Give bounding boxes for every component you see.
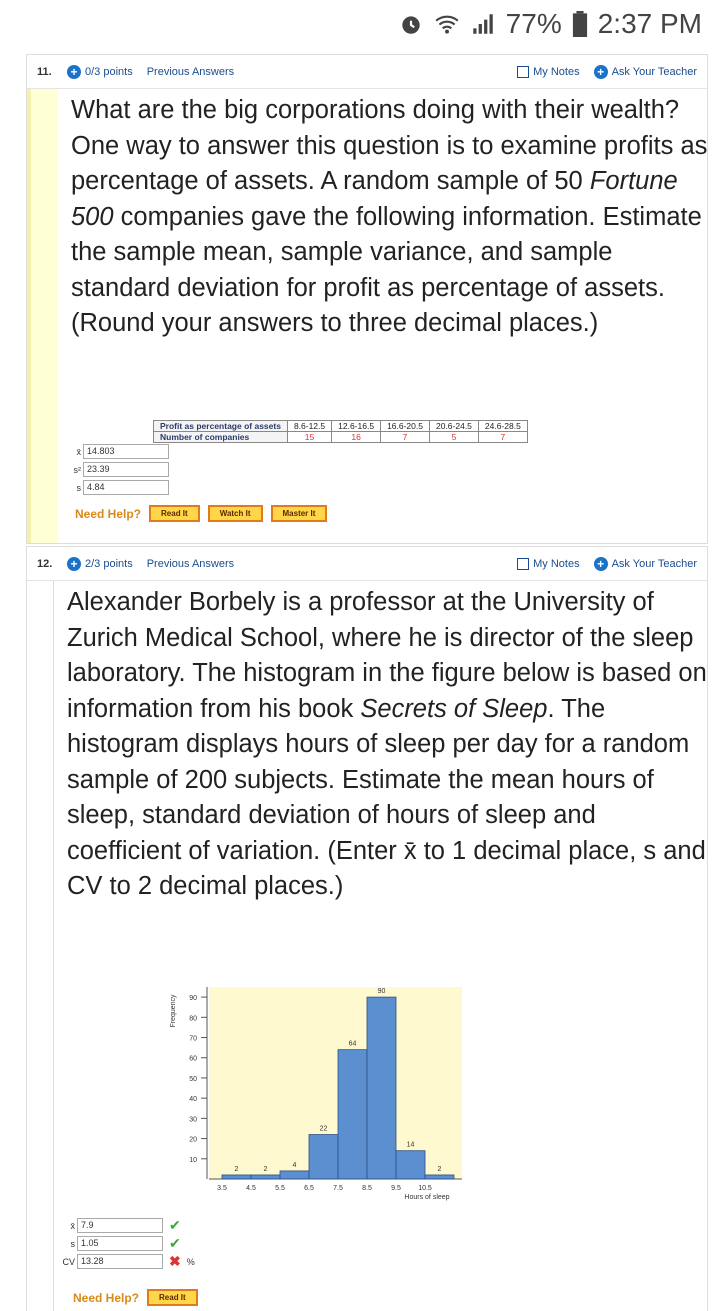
x-tick-label: 7.5 (333, 1185, 343, 1192)
mean-input[interactable]: 7.9 (77, 1218, 163, 1233)
histogram-bar (280, 1171, 309, 1179)
table-row-label: Profit as percentage of assets (154, 421, 288, 432)
question-number: 12. (37, 557, 53, 570)
table-cell: 5 (429, 432, 478, 443)
signal-icon (470, 11, 496, 37)
question-body (27, 581, 707, 1311)
table-cell: 8.6-12.5 (287, 421, 331, 432)
cv-field: CV 13.28 ✖ % (62, 1253, 195, 1269)
y-tick-label: 90 (189, 995, 197, 1003)
question-text: Alexander Borbely is a professor at the University of Zurich Medical School, where he is director of the sleep laboratory. The histogram in the figure below is based on information from his book Secrets of Sleep. The histogram displays hours of sleep per day for a random sample of 200 subjects. Estimate the mean hours of sleep, standard deviation of hours of sleep and coefficient of variation. (Enter x̄ to 1 decimal place, s and CV to 2 decimal places.) (67, 588, 707, 900)
my-notes-label: My Notes (533, 65, 580, 78)
bar-value-label: 2 (263, 1165, 268, 1173)
y-tick-label: 30 (189, 1116, 197, 1124)
check-icon: ✔ (169, 1235, 181, 1251)
points-link[interactable]: 0/3 points (85, 65, 133, 78)
table-cell: 12.6-16.5 (332, 421, 381, 432)
cv-input[interactable]: 13.28 (77, 1254, 163, 1269)
need-help-label: Need Help? (75, 506, 142, 521)
question-header (27, 547, 707, 581)
histogram-bar (338, 1050, 367, 1179)
bar-value-label: 64 (348, 1040, 357, 1048)
bar-value-label: 4 (292, 1161, 297, 1169)
variance-field: s² 23.39 (63, 462, 169, 477)
battery-icon (572, 11, 588, 37)
wifi-icon (434, 11, 460, 37)
x-tick-label: 3.5 (217, 1185, 227, 1192)
bar-value-label: 2 (234, 1165, 239, 1173)
std-dev-input[interactable]: 4.84 (83, 480, 169, 495)
ask-teacher-link[interactable] (594, 65, 697, 79)
ask-teacher-link[interactable] (594, 557, 697, 571)
plus-icon: + (594, 557, 608, 571)
x-axis-label: Hours of sleep (404, 1194, 450, 1201)
question-body (27, 89, 707, 543)
histogram-bar (425, 1175, 454, 1179)
mean-field: x̄ 14.803 (63, 444, 169, 459)
need-help (75, 505, 327, 522)
histogram-bar (222, 1175, 251, 1179)
my-notes-link[interactable] (517, 66, 579, 78)
std-dev-field: s 4.84 (63, 480, 169, 495)
x-tick-label: 4.5 (246, 1185, 256, 1192)
x-tick-label: 5.5 (275, 1185, 285, 1192)
question-number: 11. (37, 65, 52, 78)
y-tick-label: 40 (189, 1096, 197, 1104)
question-12 (26, 546, 708, 1311)
std-dev-field: s 1.05 ✔ (70, 1235, 181, 1251)
points-link[interactable]: 2/3 points (85, 557, 133, 570)
mean-input[interactable]: 14.803 (83, 444, 169, 459)
histogram-bar (251, 1175, 280, 1179)
need-help (73, 1289, 198, 1306)
alarm-icon (398, 11, 424, 37)
notes-icon (517, 558, 529, 570)
bar-value-label: 14 (406, 1141, 415, 1149)
y-tick-label: 10 (189, 1156, 197, 1164)
table-cell: 15 (287, 432, 331, 443)
plus-icon[interactable]: + (67, 65, 81, 79)
y-tick-label: 60 (189, 1055, 197, 1063)
my-notes-label: My Notes (533, 557, 580, 570)
master-it-button[interactable]: Master It (271, 505, 328, 522)
previous-answers-link[interactable]: Previous Answers (146, 557, 235, 570)
plus-icon: + (594, 65, 608, 79)
table-cell: 7 (381, 432, 430, 443)
mean-field: x̄ 7.9 ✔ (70, 1217, 181, 1233)
read-it-button[interactable]: Read It (149, 505, 200, 522)
variance-input[interactable]: 23.39 (83, 462, 169, 477)
battery-percent: 77% (505, 8, 562, 39)
y-axis-label: Frequency (170, 994, 177, 1028)
question-header (27, 55, 707, 89)
x-tick-label: 6.5 (304, 1185, 314, 1192)
table-cell: 16.6-20.5 (381, 421, 430, 432)
table-cell: 24.6-28.5 (478, 421, 527, 432)
bar-value-label: 2 (437, 1165, 442, 1173)
bar-value-label: 22 (319, 1125, 328, 1133)
ask-teacher-label: Ask Your Teacher (611, 65, 697, 78)
frequency-table (153, 420, 528, 443)
table-row-label: Number of companies (154, 432, 288, 443)
bar-value-label: 90 (377, 988, 386, 996)
y-tick-label: 20 (189, 1136, 197, 1144)
x-tick-label: 10.5 (418, 1185, 432, 1192)
question-11 (26, 54, 708, 544)
ask-teacher-label: Ask Your Teacher (611, 557, 697, 570)
x-tick-label: 9.5 (391, 1185, 401, 1192)
std-dev-input[interactable]: 1.05 (77, 1236, 163, 1251)
notes-icon (517, 66, 529, 78)
table-cell: 20.6-24.5 (429, 421, 478, 432)
plus-icon[interactable]: + (67, 557, 81, 571)
sleep-histogram (137, 981, 467, 1211)
watch-it-button[interactable]: Watch It (208, 505, 263, 522)
status-bar (0, 0, 720, 48)
my-notes-link[interactable] (517, 558, 579, 570)
need-help-label: Need Help? (73, 1290, 140, 1305)
cross-icon: ✖ (169, 1253, 181, 1269)
histogram-bar (396, 1151, 425, 1179)
clock: 2:37 PM (597, 8, 702, 39)
histogram-bar (309, 1135, 338, 1179)
check-icon: ✔ (169, 1217, 181, 1233)
y-tick-label: 70 (189, 1035, 197, 1043)
read-it-button[interactable]: Read It (147, 1289, 198, 1306)
histogram-bar (367, 997, 396, 1179)
x-tick-label: 8.5 (362, 1185, 372, 1192)
y-tick-label: 80 (189, 1015, 197, 1023)
table-cell: 7 (478, 432, 527, 443)
y-tick-label: 50 (189, 1075, 197, 1083)
percent-label: % (186, 1256, 195, 1267)
question-text: What are the big corporations doing with their wealth? One way to answer this question is to examine profits as percentage of assets. A random sample of 50 Fortune 500 companies gave the following information. Estimate the sample mean, sample variance, and sample standard deviation for profit as percentage of assets. (Round your answers to three decimal places.) (71, 96, 708, 337)
previous-answers-link[interactable]: Previous Answers (146, 65, 235, 78)
table-cell: 16 (332, 432, 381, 443)
